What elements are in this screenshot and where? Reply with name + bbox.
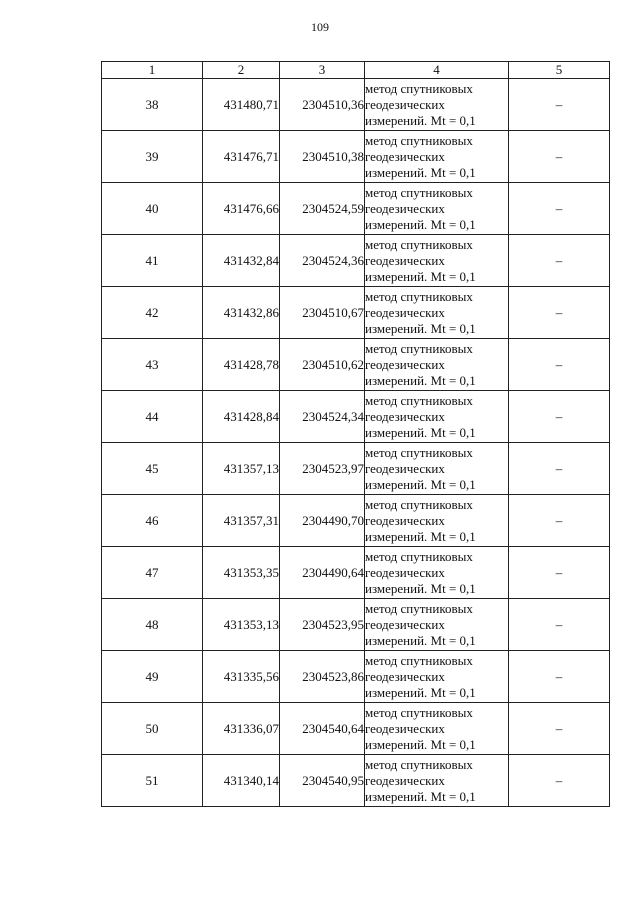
note-cell: – — [509, 235, 610, 287]
method-line: измерений. Mt = 0,1 — [365, 112, 476, 128]
point-number-cell: 48 — [102, 599, 203, 651]
coordinates-table — [101, 61, 610, 807]
note-cell: – — [509, 547, 610, 599]
y-coordinate-cell: 2304540,95 — [280, 755, 365, 807]
method-cell — [365, 131, 509, 183]
note-cell: – — [509, 339, 610, 391]
x-coordinate-cell: 431353,35 — [203, 547, 280, 599]
point-number-cell: 40 — [102, 183, 203, 235]
note-cell: – — [509, 599, 610, 651]
table-row — [102, 391, 610, 443]
note-cell: – — [509, 131, 610, 183]
point-number-cell: 43 — [102, 339, 203, 391]
x-coordinate-cell: 431428,84 — [203, 391, 280, 443]
method-line: метод спутниковых — [365, 444, 473, 460]
table-row — [102, 703, 610, 755]
method-line: геодезических — [365, 148, 445, 164]
method-line: измерений. Mt = 0,1 — [365, 580, 476, 596]
note-cell: – — [509, 391, 610, 443]
x-coordinate-cell: 431432,86 — [203, 287, 280, 339]
y-coordinate-cell: 2304524,34 — [280, 391, 365, 443]
method-cell — [365, 599, 509, 651]
method-line: геодезических — [365, 512, 445, 528]
header-cell: 5 — [509, 62, 610, 79]
note-cell: – — [509, 703, 610, 755]
method-line: геодезических — [365, 304, 445, 320]
method-line: геодезических — [365, 772, 445, 788]
point-number-cell: 50 — [102, 703, 203, 755]
x-coordinate-cell: 431353,13 — [203, 599, 280, 651]
method-cell — [365, 547, 509, 599]
point-number-cell: 51 — [102, 755, 203, 807]
x-coordinate-cell: 431336,07 — [203, 703, 280, 755]
y-coordinate-cell: 2304524,36 — [280, 235, 365, 287]
method-line: измерений. Mt = 0,1 — [365, 528, 476, 544]
note-cell: – — [509, 287, 610, 339]
method-line: измерений. Mt = 0,1 — [365, 424, 476, 440]
method-line: геодезических — [365, 96, 445, 112]
note-cell: – — [509, 79, 610, 131]
method-line: геодезических — [365, 252, 445, 268]
method-line: метод спутниковых — [365, 184, 473, 200]
y-coordinate-cell: 2304490,70 — [280, 495, 365, 547]
table-row — [102, 131, 610, 183]
x-coordinate-cell: 431428,78 — [203, 339, 280, 391]
method-line: метод спутниковых — [365, 80, 473, 96]
point-number-cell: 44 — [102, 391, 203, 443]
table-row — [102, 755, 610, 807]
method-line: измерений. Mt = 0,1 — [365, 372, 476, 388]
method-line: геодезических — [365, 200, 445, 216]
table-row — [102, 183, 610, 235]
method-line: измерений. Mt = 0,1 — [365, 476, 476, 492]
table-row — [102, 495, 610, 547]
header-cell: 2 — [203, 62, 280, 79]
table-row — [102, 339, 610, 391]
note-cell: – — [509, 183, 610, 235]
table-row — [102, 79, 610, 131]
page-number: 109 — [311, 20, 329, 34]
table-row — [102, 651, 610, 703]
method-line: измерений. Mt = 0,1 — [365, 320, 476, 336]
x-coordinate-cell: 431476,66 — [203, 183, 280, 235]
x-coordinate-cell: 431340,14 — [203, 755, 280, 807]
method-cell — [365, 235, 509, 287]
point-number-cell: 42 — [102, 287, 203, 339]
y-coordinate-cell: 2304510,62 — [280, 339, 365, 391]
y-coordinate-cell: 2304523,97 — [280, 443, 365, 495]
point-number-cell: 49 — [102, 651, 203, 703]
point-number-cell: 46 — [102, 495, 203, 547]
method-line: геодезических — [365, 668, 445, 684]
y-coordinate-cell: 2304490,64 — [280, 547, 365, 599]
method-line: измерений. Mt = 0,1 — [365, 164, 476, 180]
method-line: измерений. Mt = 0,1 — [365, 736, 476, 752]
note-cell: – — [509, 755, 610, 807]
method-cell — [365, 443, 509, 495]
point-number-cell: 45 — [102, 443, 203, 495]
method-line: геодезических — [365, 460, 445, 476]
method-cell — [365, 703, 509, 755]
x-coordinate-cell: 431480,71 — [203, 79, 280, 131]
method-line: метод спутниковых — [365, 288, 473, 304]
point-number-cell: 41 — [102, 235, 203, 287]
table-body — [102, 62, 610, 807]
point-number-cell: 39 — [102, 131, 203, 183]
x-coordinate-cell: 431357,31 — [203, 495, 280, 547]
method-cell — [365, 339, 509, 391]
method-line: геодезических — [365, 720, 445, 736]
note-cell: – — [509, 443, 610, 495]
x-coordinate-cell: 431476,71 — [203, 131, 280, 183]
table-row — [102, 443, 610, 495]
method-line: измерений. Mt = 0,1 — [365, 268, 476, 284]
method-line: метод спутниковых — [365, 340, 473, 356]
method-line: метод спутниковых — [365, 236, 473, 252]
x-coordinate-cell: 431432,84 — [203, 235, 280, 287]
table-row — [102, 235, 610, 287]
header-cell: 1 — [102, 62, 203, 79]
header-cell: 4 — [365, 62, 509, 79]
method-cell — [365, 287, 509, 339]
method-cell — [365, 755, 509, 807]
note-cell: – — [509, 495, 610, 547]
y-coordinate-cell: 2304510,38 — [280, 131, 365, 183]
method-line: метод спутниковых — [365, 756, 473, 772]
method-line: метод спутниковых — [365, 548, 473, 564]
method-cell — [365, 495, 509, 547]
table-row — [102, 599, 610, 651]
method-line: метод спутниковых — [365, 496, 473, 512]
method-cell — [365, 183, 509, 235]
table-header-row — [102, 62, 610, 79]
point-number-cell: 38 — [102, 79, 203, 131]
method-line: измерений. Mt = 0,1 — [365, 632, 476, 648]
table-row — [102, 547, 610, 599]
y-coordinate-cell: 2304523,95 — [280, 599, 365, 651]
y-coordinate-cell: 2304524,59 — [280, 183, 365, 235]
table-row — [102, 287, 610, 339]
y-coordinate-cell: 2304510,67 — [280, 287, 365, 339]
x-coordinate-cell: 431335,56 — [203, 651, 280, 703]
method-line: метод спутниковых — [365, 600, 473, 616]
method-cell — [365, 391, 509, 443]
method-line: метод спутниковых — [365, 704, 473, 720]
point-number-cell: 47 — [102, 547, 203, 599]
method-line: метод спутниковых — [365, 132, 473, 148]
method-line: метод спутниковых — [365, 652, 473, 668]
method-line: измерений. Mt = 0,1 — [365, 684, 476, 700]
method-line: геодезических — [365, 616, 445, 632]
method-cell — [365, 651, 509, 703]
method-line: метод спутниковых — [365, 392, 473, 408]
method-line: измерений. Mt = 0,1 — [365, 216, 476, 232]
x-coordinate-cell: 431357,13 — [203, 443, 280, 495]
method-line: геодезических — [365, 564, 445, 580]
note-cell: – — [509, 651, 610, 703]
y-coordinate-cell: 2304540,64 — [280, 703, 365, 755]
header-cell: 3 — [280, 62, 365, 79]
method-line: измерений. Mt = 0,1 — [365, 788, 476, 804]
method-cell — [365, 79, 509, 131]
y-coordinate-cell: 2304523,86 — [280, 651, 365, 703]
method-line: геодезических — [365, 356, 445, 372]
method-line: геодезических — [365, 408, 445, 424]
y-coordinate-cell: 2304510,36 — [280, 79, 365, 131]
